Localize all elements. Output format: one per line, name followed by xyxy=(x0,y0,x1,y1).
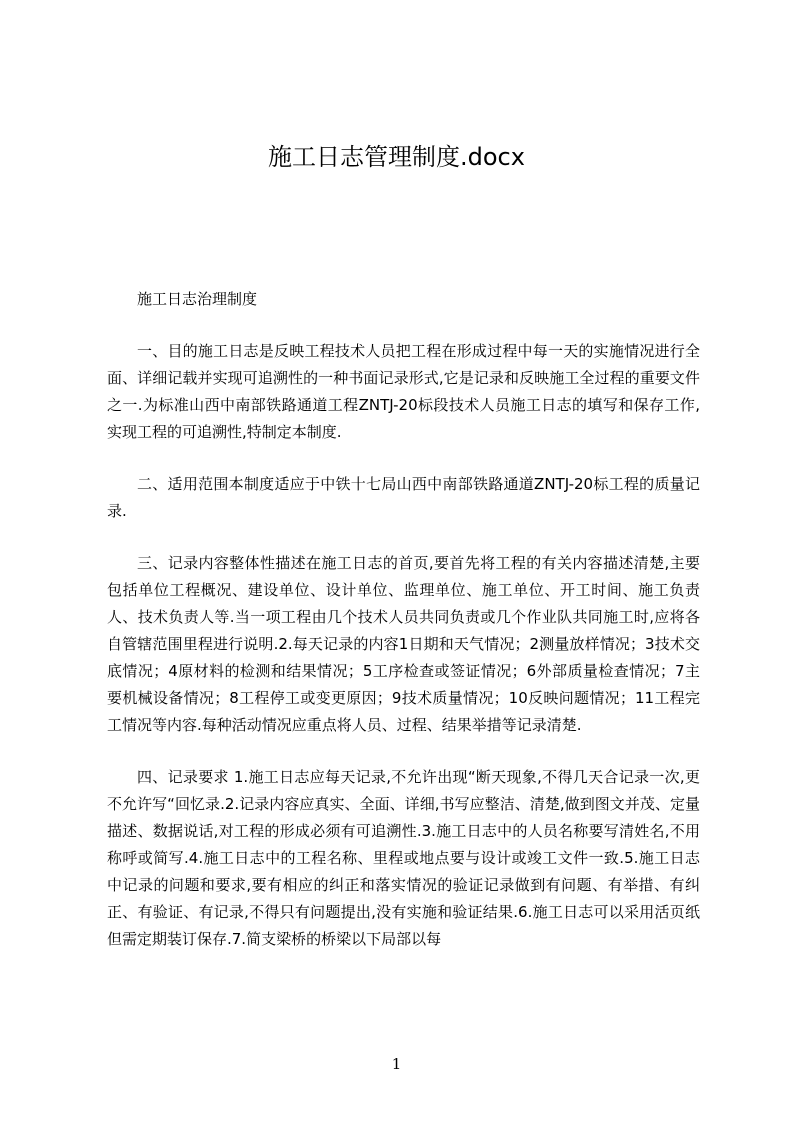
paragraph-scope: 二、适用范围本制度适应于中铁十七局山西中南部铁路通道ZNTJ-20标工程的质量记录. xyxy=(107,475,700,520)
page-number: 1 xyxy=(391,1055,402,1073)
document-body xyxy=(107,286,700,953)
paragraph-record-requirements: 四、记录要求 1.施工日志应每天记录,不允许出现“断天现象,不得几天合记录一次,更不允许写“回忆录.2.记录内容应真实、全面、详细,书写应整洁、清楚,做到图文并茂、定量描述、数据说话,对工程的形成必须有可追溯性.3.施工日志中的人员名称要写清姓名,不用称呼或简写.4.施工日志中的工程名称、里程或地点要与设计或竣工文件一致.5.施工日志中记录的问题和要求,要有相应的纠正和落实情况的验证记录做到有问题、有举措、有纠正、有验证、有记录,不得只有问题提出,没有实施和验证结果.6.施工日志可以采用活页纸但需定期装订保存.7.简支梁桥的桥梁以下局部以每 xyxy=(107,768,700,948)
paragraph-purpose: 一、目的施工日志是反映工程技术人员把工程在形成过程中每一天的实施情况进行全面、详细记载并实现可追溯性的一种书面记录形式,它是记录和反映施工全过程的重要文件之一.为标准山西中南部铁路通道工程ZNTJ-20标段技术人员施工日志的填写和保存工作,实现工程的可追溯性,特制定本制度. xyxy=(107,342,700,441)
paragraph-record-content: 三、记录内容整体性描述在施工日志的首页,要首先将工程的有关内容描述清楚,主要包括单位工程概况、建设单位、设计单位、监理单位、施工单位、开工时间、施工负责人、技术负责人等.当一项工程由几个技术人员共同负责或几个作业队共同施工时,应将各自管辖范围里程进行说明.2.每天记录的内容1日期和天气情况；2测量放样情况；3技术交底情况；4原材料的检测和结果情况；5工序检查或签证情况；6外部质量检查情况；7主要机械设备情况；8工程停工或变更原因；9技术质量情况；10反映问题情况；11工程完工情况等内容.每种活动情况应重点将人员、过程、结果举措等记录清楚. xyxy=(107,554,700,734)
document-subtitle: 施工日志治理制度 xyxy=(137,290,258,308)
document-title: 施工日志管理制度.docx xyxy=(268,143,525,171)
